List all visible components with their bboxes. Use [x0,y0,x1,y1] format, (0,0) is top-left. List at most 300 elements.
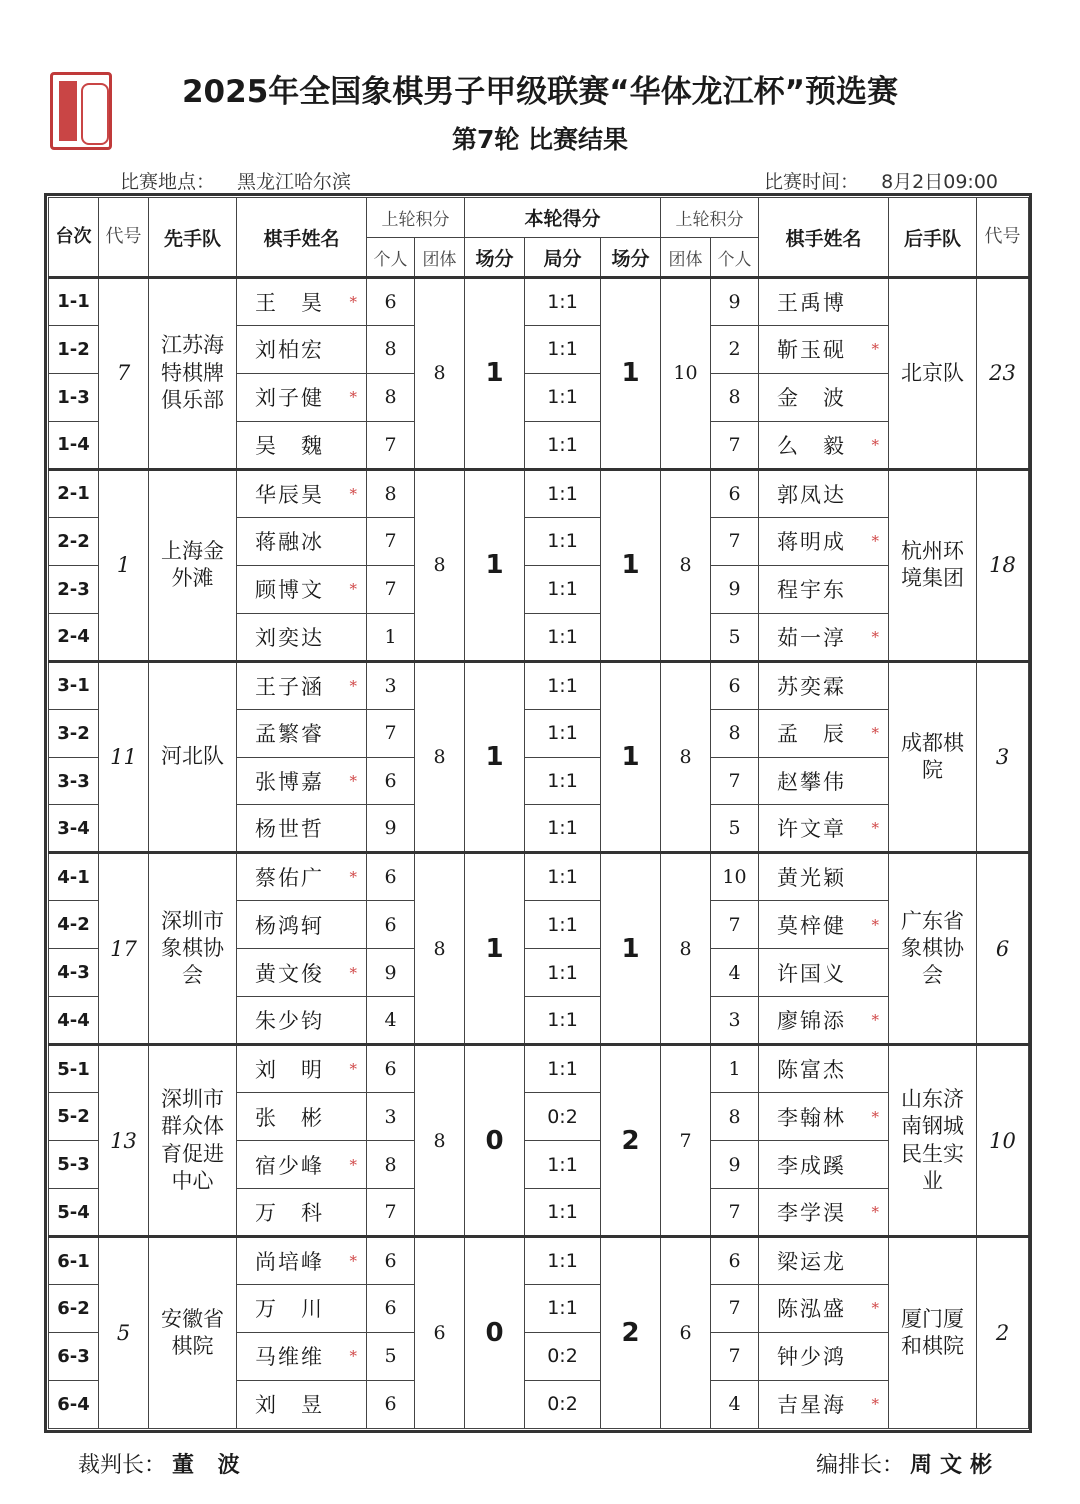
player-a-prev-points: 6 [367,853,415,901]
player-name: 孟繁睿 [255,722,324,747]
player-name: 陈泓盛 [777,1297,846,1322]
first-move-star-icon: * [871,532,879,551]
team-a-code: 1 [99,469,149,661]
team-a-prev-points: 8 [415,853,465,1045]
team-b-name: 广东省象棋协会 [889,853,977,1045]
first-move-star-icon: * [349,580,357,599]
first-move-star-icon: * [349,484,357,503]
arranger [816,1448,1000,1479]
player-b-prev-points: 7 [711,1332,759,1380]
board-number: 6-2 [49,1285,99,1333]
team-b-code: 2 [977,1237,1029,1429]
board-number: 2-4 [49,613,99,661]
player-a-cell [237,517,367,565]
player-a-prev-points: 8 [367,1141,415,1189]
player-b-prev-points: 8 [711,373,759,421]
game-score: 1:1 [525,373,601,421]
player-b-prev-points: 6 [711,1237,759,1285]
player-b-cell [759,421,889,469]
table-row [49,1045,1029,1093]
board-number: 4-4 [49,997,99,1045]
team-b-code: 23 [977,278,1029,470]
first-move-star-icon: * [871,1395,879,1414]
player-b-prev-points: 10 [711,853,759,901]
player-b-prev-points: 8 [711,709,759,757]
first-move-star-icon: * [349,963,357,982]
venue-value: 黑龙江哈尔滨 [237,171,352,193]
team-b-code: 6 [977,853,1029,1045]
player-b-cell [759,1141,889,1189]
game-score: 1:1 [525,901,601,949]
player-name: 吉星海 [777,1393,846,1418]
col-prev-points-a: 上轮积分 [367,198,465,238]
player-a-prev-points: 6 [367,1380,415,1428]
col-game-score: 局分 [525,238,601,278]
col-code-b: 代号 [977,198,1029,278]
team-b-match-points: 2 [601,1237,661,1429]
first-move-star-icon: * [871,915,879,934]
player-name: 王 昊 [255,290,324,315]
team-b-code: 18 [977,469,1029,661]
game-score: 1:1 [525,278,601,326]
player-a-cell [237,709,367,757]
page-title: 2025年全国象棋男子甲级联赛“华体龙江杯”预选赛 [181,74,899,110]
board-number: 2-3 [49,565,99,613]
player-name: 钟少鸿 [777,1345,846,1370]
board-number: 5-2 [49,1093,99,1141]
game-score: 1:1 [525,805,601,853]
first-move-star-icon: * [349,1060,357,1079]
game-score: 1:1 [525,421,601,469]
player-name: 金 波 [777,386,846,411]
team-b-prev-points: 6 [661,1237,711,1429]
player-a-prev-points: 9 [367,949,415,997]
arranger-name: 周文彬 [909,1452,1000,1478]
player-b-prev-points: 7 [711,517,759,565]
chief-referee [78,1448,248,1479]
board-number: 2-1 [49,469,99,517]
player-b-prev-points: 9 [711,1141,759,1189]
player-a-cell [237,421,367,469]
player-name: 莫梓健 [777,913,846,938]
game-score: 1:1 [525,853,601,901]
game-score: 1:1 [525,565,601,613]
team-b-prev-points: 8 [661,853,711,1045]
game-score: 1:1 [525,1237,601,1285]
player-a-prev-points: 8 [367,373,415,421]
game-score: 1:1 [525,709,601,757]
player-b-prev-points: 8 [711,1093,759,1141]
board-number: 4-3 [49,949,99,997]
player-a-cell [237,1189,367,1237]
board-number: 3-3 [49,757,99,805]
player-b-cell [759,1045,889,1093]
player-a-prev-points: 1 [367,613,415,661]
player-name: 蒋明成 [777,530,846,555]
player-a-prev-points: 4 [367,997,415,1045]
player-b-cell [759,949,889,997]
player-name: 刘子健 [255,386,324,411]
team-b-match-points: 1 [601,661,661,853]
team-a-match-points: 1 [465,853,525,1045]
col-ind-a: 个人 [367,238,415,278]
first-move-star-icon: * [871,627,879,646]
game-score: 1:1 [525,469,601,517]
player-b-cell [759,373,889,421]
game-score: 0:2 [525,1380,601,1428]
player-name: 尚培峰 [255,1250,324,1275]
player-b-cell [759,565,889,613]
arranger-label: 编排长： [815,1453,904,1478]
game-score: 1:1 [525,325,601,373]
player-a-prev-points: 6 [367,757,415,805]
table-row [49,469,1029,517]
player-b-cell [759,901,889,949]
team-a-match-points: 1 [465,278,525,470]
player-b-prev-points: 7 [711,757,759,805]
first-move-star-icon: * [871,1299,879,1318]
table-row [49,1237,1029,1285]
time-value: 8月2日09:00 [881,171,998,193]
venue-info [120,167,351,194]
player-name: 刘柏宏 [255,338,324,363]
team-b-prev-points: 8 [661,661,711,853]
table-row [49,661,1029,709]
player-a-prev-points: 6 [367,1045,415,1093]
game-score: 1:1 [525,1141,601,1189]
game-score: 1:1 [525,1045,601,1093]
player-b-prev-points: 6 [711,661,759,709]
first-move-star-icon: * [871,1203,879,1222]
player-a-cell [237,1237,367,1285]
player-name: 程宇东 [777,578,846,603]
first-move-star-icon: * [871,1011,879,1030]
team-b-name: 杭州环境集团 [889,469,977,661]
first-move-star-icon: * [349,1252,357,1271]
team-a-name: 深圳市象棋协会 [149,853,237,1045]
player-name: 黄光颖 [777,866,846,891]
player-name: 华辰昊 [255,482,324,507]
player-name: 茹一淳 [777,625,846,650]
player-name: 蒋融冰 [255,530,324,555]
player-name: 李翰林 [777,1105,846,1130]
player-a-cell [237,853,367,901]
player-b-cell [759,1332,889,1380]
team-b-match-points: 2 [601,1045,661,1237]
col-second-team: 后手队 [889,198,977,278]
player-a-cell [237,469,367,517]
player-b-prev-points: 5 [711,805,759,853]
player-b-prev-points: 7 [711,901,759,949]
game-score: 1:1 [525,613,601,661]
board-number: 3-1 [49,661,99,709]
player-name: 吴 魏 [255,433,324,458]
col-player-a: 棋手姓名 [237,198,367,278]
player-a-prev-points: 3 [367,1093,415,1141]
team-b-code: 10 [977,1045,1029,1237]
player-b-prev-points: 5 [711,613,759,661]
first-move-star-icon: * [349,292,357,311]
team-b-match-points: 1 [601,469,661,661]
player-a-cell [237,613,367,661]
first-move-star-icon: * [349,1347,357,1366]
board-number: 3-2 [49,709,99,757]
player-b-cell [759,661,889,709]
team-b-match-points: 1 [601,278,661,470]
player-name: 张 彬 [255,1105,324,1130]
player-b-prev-points: 9 [711,565,759,613]
team-a-match-points: 1 [465,661,525,853]
player-a-prev-points: 6 [367,901,415,949]
player-name: 靳玉砚 [777,338,846,363]
player-a-cell [237,1093,367,1141]
player-a-prev-points: 8 [367,469,415,517]
player-name: 王禹博 [777,290,846,315]
player-b-cell [759,1237,889,1285]
player-name: 张博嘉 [255,770,324,794]
first-move-star-icon: * [349,676,357,695]
col-match-b: 场分 [601,238,661,278]
time-label: 比赛时间： [764,171,860,193]
player-name: 顾博文 [255,578,324,603]
player-b-prev-points: 7 [711,421,759,469]
player-b-prev-points: 9 [711,278,759,326]
player-a-cell [237,661,367,709]
game-score: 1:1 [525,997,601,1045]
player-b-prev-points: 7 [711,1285,759,1333]
col-code-a: 代号 [99,198,149,278]
player-name: 朱少钧 [255,1009,324,1034]
player-a-prev-points: 6 [367,1285,415,1333]
board-number: 5-1 [49,1045,99,1093]
game-score: 1:1 [525,757,601,805]
game-score: 1:1 [525,1189,601,1237]
player-name: 杨鸿轲 [255,913,324,938]
first-move-star-icon: * [349,772,357,790]
player-a-prev-points: 7 [367,709,415,757]
results-body [49,278,1029,1429]
player-a-prev-points: 7 [367,517,415,565]
player-a-cell [237,949,367,997]
team-b-match-points: 1 [601,853,661,1045]
board-number: 1-3 [49,373,99,421]
col-match-a: 场分 [465,238,525,278]
team-a-prev-points: 8 [415,1045,465,1237]
player-b-prev-points: 6 [711,469,759,517]
board-number: 2-2 [49,517,99,565]
team-a-name: 安徽省棋院 [149,1237,237,1429]
player-name: 杨世哲 [255,817,324,842]
player-name: 刘 明 [255,1058,324,1083]
player-b-cell [759,278,889,326]
first-move-star-icon: * [871,340,879,359]
team-b-prev-points: 7 [661,1045,711,1237]
col-round-score: 本轮得分 [465,198,661,238]
time-info [764,167,998,194]
board-number: 4-2 [49,901,99,949]
team-b-name: 厦门厦和棋院 [889,1237,977,1429]
player-a-cell [237,997,367,1045]
col-first-team: 先手队 [149,198,237,278]
team-a-code: 17 [99,853,149,1045]
player-name: 廖锦添 [777,1009,846,1034]
player-name: 许文章 [777,817,846,842]
player-name: 孟 辰 [777,722,846,747]
player-a-prev-points: 3 [367,661,415,709]
player-name: 陈富杰 [777,1058,846,1083]
table-row [49,278,1029,326]
team-a-prev-points: 8 [415,278,465,470]
team-a-match-points: 0 [465,1045,525,1237]
player-a-cell [237,325,367,373]
player-b-cell [759,517,889,565]
player-name: 马维维 [255,1345,324,1370]
player-b-cell [759,1189,889,1237]
player-b-prev-points: 4 [711,1380,759,1428]
player-a-cell [237,278,367,326]
player-name: 郭凤达 [777,482,846,507]
team-a-prev-points: 6 [415,1237,465,1429]
team-a-name: 上海金外滩 [149,469,237,661]
game-score: 1:1 [525,517,601,565]
player-b-cell [759,325,889,373]
page-subtitle: 第7轮 比赛结果 [451,125,629,154]
player-name: 许国义 [777,961,846,986]
player-name: 万 川 [255,1297,324,1322]
team-a-prev-points: 8 [415,469,465,661]
board-number: 6-1 [49,1237,99,1285]
game-score: 1:1 [525,661,601,709]
player-b-prev-points: 7 [711,1189,759,1237]
team-a-code: 13 [99,1045,149,1237]
board-number: 1-4 [49,421,99,469]
first-move-star-icon: * [349,388,357,407]
table-row [49,853,1029,901]
player-b-cell [759,1285,889,1333]
player-a-prev-points: 9 [367,805,415,853]
player-a-prev-points: 8 [367,325,415,373]
col-board: 台次 [49,198,99,278]
board-number: 1-2 [49,325,99,373]
player-name: 宿少峰 [255,1153,324,1178]
player-a-cell [237,757,367,805]
player-a-cell [237,1332,367,1380]
player-name: 万 科 [255,1201,324,1226]
first-move-star-icon: * [871,435,879,454]
player-a-cell [237,373,367,421]
team-b-name: 山东济南钢城民生实业 [889,1045,977,1237]
team-b-name: 北京队 [889,278,977,470]
team-a-name: 深圳市群众体育促进中心 [149,1045,237,1237]
player-a-cell [237,1141,367,1189]
player-name: 王子涵 [255,674,324,699]
game-score: 1:1 [525,1285,601,1333]
player-name: 李学淏 [777,1201,846,1226]
player-a-cell [237,1380,367,1428]
results-table [48,197,1029,1429]
player-a-prev-points: 7 [367,565,415,613]
team-a-code: 5 [99,1237,149,1429]
player-name: 刘 昱 [255,1393,324,1418]
player-name: 刘奕达 [255,625,324,650]
player-b-cell [759,997,889,1045]
player-name: 黄文俊 [255,961,324,986]
player-b-cell [759,1093,889,1141]
player-b-cell [759,805,889,853]
board-number: 1-1 [49,278,99,326]
player-a-prev-points: 6 [367,278,415,326]
team-b-prev-points: 10 [661,278,711,470]
game-score: 1:1 [525,949,601,997]
col-prev-points-b: 上轮积分 [661,198,759,238]
player-name: 苏奕霖 [777,674,846,699]
player-a-prev-points: 7 [367,421,415,469]
team-a-match-points: 0 [465,1237,525,1429]
player-b-cell [759,1380,889,1428]
player-a-cell [237,1045,367,1093]
col-ind-b: 个人 [711,238,759,278]
player-b-cell [759,613,889,661]
player-name: 李成蹊 [777,1153,846,1178]
player-name: 梁运龙 [777,1250,846,1275]
player-b-prev-points: 3 [711,997,759,1045]
game-score: 0:2 [525,1093,601,1141]
player-a-cell [237,565,367,613]
board-number: 4-1 [49,853,99,901]
player-b-prev-points: 1 [711,1045,759,1093]
team-a-code: 11 [99,661,149,853]
col-team-b: 团体 [661,238,711,278]
player-b-prev-points: 4 [711,949,759,997]
first-move-star-icon: * [871,1107,879,1126]
board-number: 5-4 [49,1189,99,1237]
team-a-name: 江苏海特棋牌俱乐部 [149,278,237,470]
player-b-prev-points: 2 [711,325,759,373]
venue-label: 比赛地点： [120,171,216,193]
first-move-star-icon: * [871,819,879,838]
player-name: 赵攀伟 [777,770,846,794]
team-a-name: 河北队 [149,661,237,853]
first-move-star-icon: * [349,1155,357,1174]
board-number: 6-4 [49,1380,99,1428]
team-b-code: 3 [977,661,1029,853]
player-b-cell [759,853,889,901]
player-a-prev-points: 7 [367,1189,415,1237]
team-b-name: 成都棋院 [889,661,977,853]
player-b-cell [759,469,889,517]
board-number: 5-3 [49,1141,99,1189]
game-score: 0:2 [525,1332,601,1380]
team-b-prev-points: 8 [661,469,711,661]
team-a-match-points: 1 [465,469,525,661]
player-b-cell [759,757,889,805]
board-number: 6-3 [49,1332,99,1380]
first-move-star-icon: * [871,724,879,743]
team-a-prev-points: 8 [415,661,465,853]
col-team-a: 团体 [415,238,465,278]
player-a-cell [237,1285,367,1333]
chief-referee-label: 裁判长： [78,1453,167,1478]
player-name: 蔡佑广 [255,866,324,891]
col-player-b: 棋手姓名 [759,198,889,278]
board-number: 3-4 [49,805,99,853]
first-move-star-icon: * [349,868,357,887]
player-a-prev-points: 5 [367,1332,415,1380]
player-a-cell [237,805,367,853]
chief-referee-name: 董 波 [172,1452,248,1478]
player-b-cell [759,709,889,757]
player-a-cell [237,901,367,949]
